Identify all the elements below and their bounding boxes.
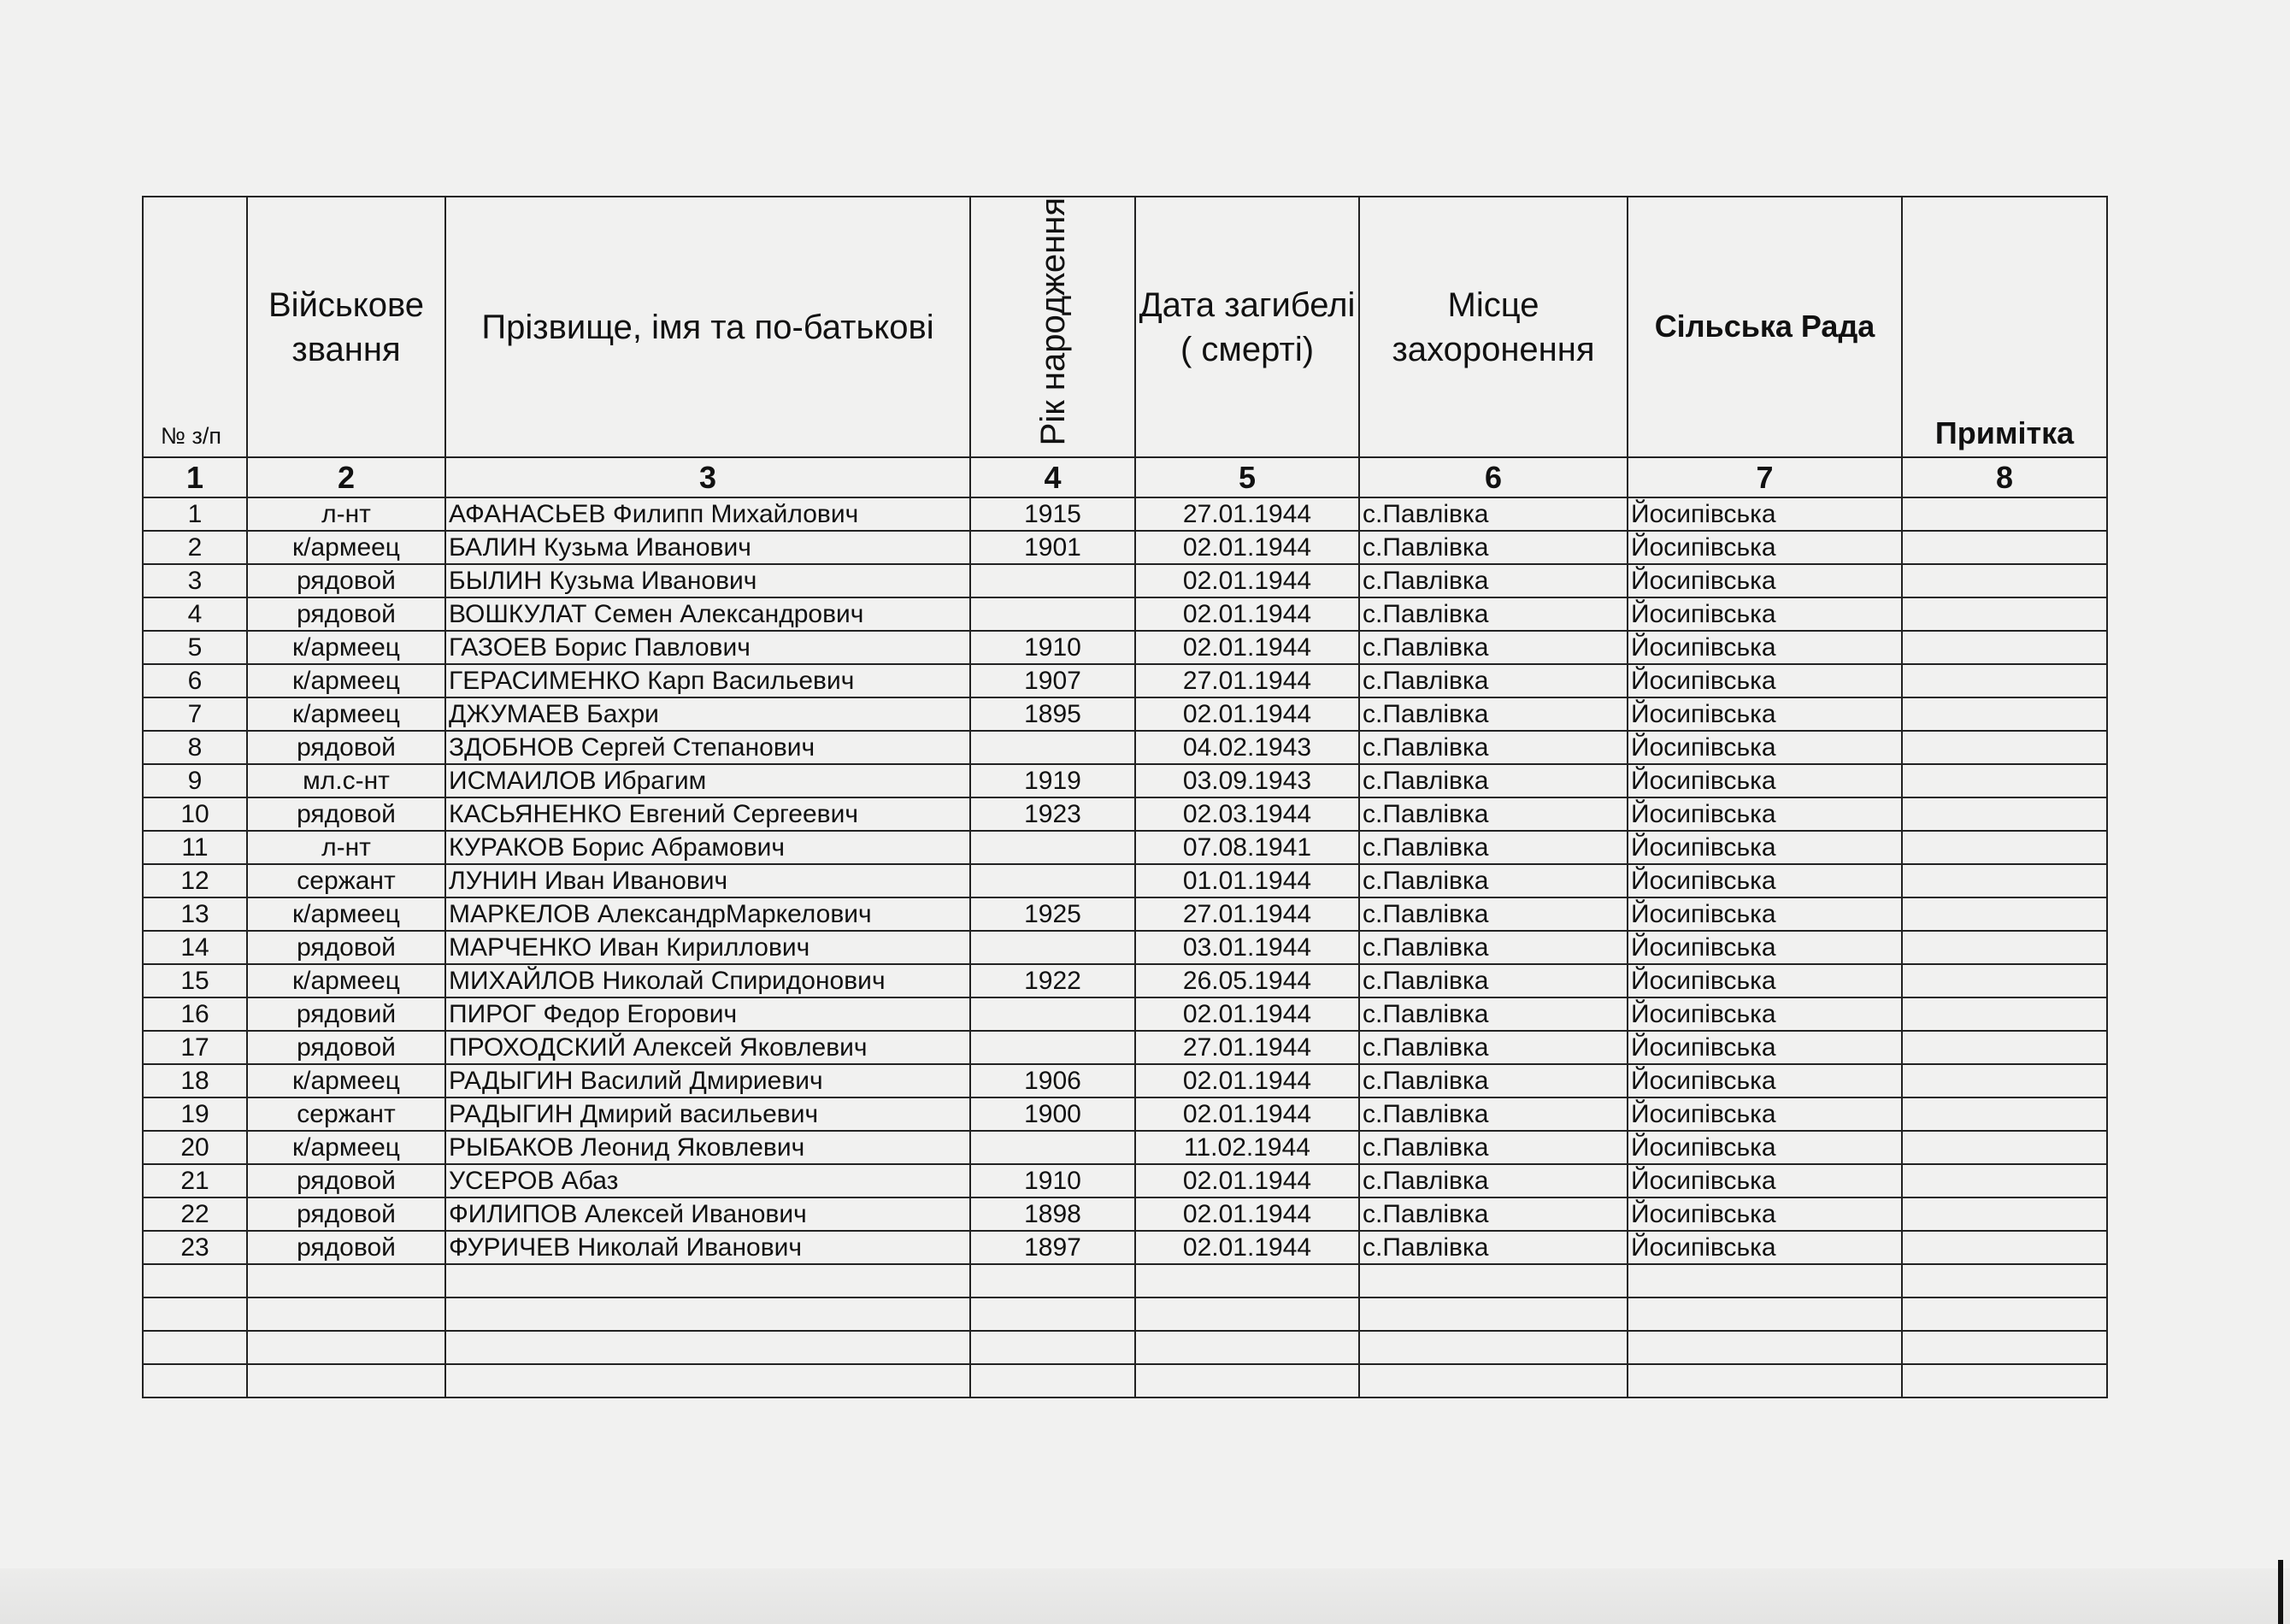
note-cell: [1902, 997, 2107, 1031]
row-number-cell: 22: [143, 1197, 247, 1231]
village-council-cell: Йосипівська: [1628, 597, 1902, 631]
rank-cell: рядовой: [247, 597, 445, 631]
column-index: 6: [1359, 457, 1628, 497]
empty-cell: [143, 1297, 247, 1331]
birth-year-cell: [970, 864, 1135, 897]
birth-year-cell: 1895: [970, 697, 1135, 731]
birth-year-cell: 1922: [970, 964, 1135, 997]
column-index: 5: [1135, 457, 1359, 497]
rank-cell: к/армеец: [247, 631, 445, 664]
burial-place-cell: с.Павлівка: [1359, 564, 1628, 597]
birth-year-cell: 1907: [970, 664, 1135, 697]
burial-place-cell: с.Павлівка: [1359, 1097, 1628, 1131]
table-row: [143, 1031, 2107, 1064]
table-row: [143, 964, 2107, 997]
note-cell: [1902, 564, 2107, 597]
village-council-cell: Йосипівська: [1628, 831, 1902, 864]
full-name-cell: УСЕРОВ Абаз: [445, 1164, 970, 1197]
burial-place-cell: с.Павлівка: [1359, 1131, 1628, 1164]
row-number-cell: 23: [143, 1231, 247, 1264]
column-index: 7: [1628, 457, 1902, 497]
row-number-cell: 1: [143, 497, 247, 531]
header-note: Примітка: [1902, 197, 2107, 457]
empty-cell: [1135, 1331, 1359, 1364]
death-date-cell: 02.01.1944: [1135, 1064, 1359, 1097]
village-council-cell: Йосипівська: [1628, 997, 1902, 1031]
table-row: [143, 831, 2107, 864]
empty-cell: [445, 1297, 970, 1331]
death-date-cell: 02.01.1944: [1135, 697, 1359, 731]
row-number-cell: 9: [143, 764, 247, 797]
rank-cell: рядовой: [247, 731, 445, 764]
village-council-cell: Йосипівська: [1628, 764, 1902, 797]
note-cell: [1902, 831, 2107, 864]
empty-cell: [1359, 1297, 1628, 1331]
empty-cell: [1628, 1364, 1902, 1397]
death-date-cell: 03.09.1943: [1135, 764, 1359, 797]
birth-year-cell: 1897: [970, 1231, 1135, 1264]
full-name-cell: РЫБАКОВ Леонид Яковлевич: [445, 1131, 970, 1164]
table-row: [143, 731, 2107, 764]
full-name-cell: МАРЧЕНКО Иван Кириллович: [445, 931, 970, 964]
rank-cell: рядовой: [247, 1197, 445, 1231]
full-name-cell: РАДЫГИН Дмирий васильевич: [445, 1097, 970, 1131]
full-name-cell: ПИРОГ Федор Егорович: [445, 997, 970, 1031]
birth-year-cell: 1906: [970, 1064, 1135, 1097]
village-council-cell: Йосипівська: [1628, 697, 1902, 731]
burial-place-cell: с.Павлівка: [1359, 1031, 1628, 1064]
rank-cell: к/армеец: [247, 697, 445, 731]
birth-year-cell: [970, 564, 1135, 597]
note-cell: [1902, 1131, 2107, 1164]
note-cell: [1902, 597, 2107, 631]
row-number-cell: 15: [143, 964, 247, 997]
burial-place-cell: с.Павлівка: [1359, 997, 1628, 1031]
row-number-cell: 12: [143, 864, 247, 897]
row-number-cell: 5: [143, 631, 247, 664]
empty-cell: [445, 1331, 970, 1364]
birth-year-cell: [970, 597, 1135, 631]
death-date-cell: 03.01.1944: [1135, 931, 1359, 964]
burial-place-cell: с.Павлівка: [1359, 531, 1628, 564]
village-council-cell: Йосипівська: [1628, 631, 1902, 664]
rank-cell: рядовой: [247, 931, 445, 964]
full-name-cell: БЫЛИН Кузьма Иванович: [445, 564, 970, 597]
birth-year-cell: [970, 997, 1135, 1031]
table-row: [143, 1131, 2107, 1164]
note-cell: [1902, 864, 2107, 897]
village-council-cell: Йосипівська: [1628, 1064, 1902, 1097]
empty-cell: [1902, 1364, 2107, 1397]
empty-cell: [1628, 1264, 1902, 1297]
header-rank: Військове звання: [247, 197, 445, 457]
empty-cell: [1135, 1264, 1359, 1297]
burial-place-cell: с.Павлівка: [1359, 497, 1628, 531]
table-row: [143, 764, 2107, 797]
row-number-cell: 4: [143, 597, 247, 631]
burial-place-cell: с.Павлівка: [1359, 1064, 1628, 1097]
empty-cell: [1902, 1297, 2107, 1331]
full-name-cell: ГАЗОЕВ Борис Павлович: [445, 631, 970, 664]
death-date-cell: 07.08.1941: [1135, 831, 1359, 864]
scan-edge-mark: [2278, 1560, 2283, 1624]
village-council-cell: Йосипівська: [1628, 931, 1902, 964]
row-number-cell: 6: [143, 664, 247, 697]
row-number-cell: 7: [143, 697, 247, 731]
death-date-cell: 27.01.1944: [1135, 664, 1359, 697]
column-index: 2: [247, 457, 445, 497]
empty-cell: [143, 1264, 247, 1297]
empty-cell: [970, 1331, 1135, 1364]
burial-place-cell: с.Павлівка: [1359, 1197, 1628, 1231]
column-index: 8: [1902, 457, 2107, 497]
note-cell: [1902, 764, 2107, 797]
birth-year-cell: [970, 931, 1135, 964]
rank-cell: к/армеец: [247, 1131, 445, 1164]
note-cell: [1902, 964, 2107, 997]
empty-table-row: [143, 1264, 2107, 1297]
rank-cell: к/армеец: [247, 964, 445, 997]
full-name-cell: ИСМАИЛОВ Ибрагим: [445, 764, 970, 797]
burial-place-cell: с.Павлівка: [1359, 864, 1628, 897]
scan-bottom-edge: [0, 1568, 2290, 1624]
burial-register-table: [142, 196, 2108, 1398]
burial-place-cell: с.Павлівка: [1359, 697, 1628, 731]
burial-place-cell: с.Павлівка: [1359, 664, 1628, 697]
note-cell: [1902, 1164, 2107, 1197]
village-council-cell: Йосипівська: [1628, 1097, 1902, 1131]
table-row: [143, 664, 2107, 697]
death-date-cell: 02.01.1944: [1135, 631, 1359, 664]
table-row: [143, 1231, 2107, 1264]
row-number-cell: 20: [143, 1131, 247, 1164]
empty-cell: [1359, 1364, 1628, 1397]
rank-cell: л-нт: [247, 497, 445, 531]
full-name-cell: ГЕРАСИМЕНКО Карп Васильевич: [445, 664, 970, 697]
empty-cell: [1359, 1331, 1628, 1364]
full-name-cell: МАРКЕЛОВ АлександрМаркелович: [445, 897, 970, 931]
table-row: [143, 597, 2107, 631]
row-number-cell: 16: [143, 997, 247, 1031]
death-date-cell: 26.05.1944: [1135, 964, 1359, 997]
death-date-cell: 02.03.1944: [1135, 797, 1359, 831]
village-council-cell: Йосипівська: [1628, 1231, 1902, 1264]
header-birth-year: [970, 197, 1135, 457]
rank-cell: л-нт: [247, 831, 445, 864]
full-name-cell: ВОШКУЛАТ Семен Александрович: [445, 597, 970, 631]
village-council-cell: Йосипівська: [1628, 964, 1902, 997]
row-number-cell: 19: [143, 1097, 247, 1131]
rank-cell: рядовой: [247, 797, 445, 831]
header-number: № з/п: [143, 197, 247, 457]
header-burial-place: Місце захоронення: [1359, 197, 1628, 457]
death-date-cell: 02.01.1944: [1135, 531, 1359, 564]
note-cell: [1902, 897, 2107, 931]
table-row: [143, 1197, 2107, 1231]
table-row: [143, 697, 2107, 731]
village-council-cell: Йосипівська: [1628, 1031, 1902, 1064]
empty-cell: [247, 1364, 445, 1397]
burial-place-cell: с.Павлівка: [1359, 764, 1628, 797]
empty-cell: [247, 1331, 445, 1364]
header-death-date: Дата загибелі ( смерті): [1135, 197, 1359, 457]
village-council-cell: Йосипівська: [1628, 797, 1902, 831]
full-name-cell: ЗДОБНОВ Сергей Степанович: [445, 731, 970, 764]
header-birth-year-text: Рік народження: [1033, 197, 1072, 446]
rank-cell: к/армеец: [247, 664, 445, 697]
village-council-cell: Йосипівська: [1628, 1164, 1902, 1197]
burial-place-cell: с.Павлівка: [1359, 597, 1628, 631]
birth-year-cell: 1925: [970, 897, 1135, 931]
birth-year-cell: 1919: [970, 764, 1135, 797]
rank-cell: мл.с-нт: [247, 764, 445, 797]
death-date-cell: 04.02.1943: [1135, 731, 1359, 764]
rank-cell: рядовой: [247, 1231, 445, 1264]
table-row: [143, 497, 2107, 531]
full-name-cell: БАЛИН Кузьма Иванович: [445, 531, 970, 564]
note-cell: [1902, 797, 2107, 831]
empty-cell: [445, 1264, 970, 1297]
death-date-cell: 02.01.1944: [1135, 597, 1359, 631]
full-name-cell: КАСЬЯНЕНКО Евгений Сергеевич: [445, 797, 970, 831]
column-index: 4: [970, 457, 1135, 497]
note-cell: [1902, 697, 2107, 731]
burial-place-cell: с.Павлівка: [1359, 931, 1628, 964]
empty-cell: [1135, 1364, 1359, 1397]
rank-cell: рядовий: [247, 997, 445, 1031]
table-row: [143, 1164, 2107, 1197]
village-council-cell: Йосипівська: [1628, 864, 1902, 897]
table-row: [143, 531, 2107, 564]
birth-year-cell: 1923: [970, 797, 1135, 831]
burial-place-cell: с.Павлівка: [1359, 964, 1628, 997]
column-index: 3: [445, 457, 970, 497]
table-row: [143, 864, 2107, 897]
death-date-cell: 02.01.1944: [1135, 1164, 1359, 1197]
row-number-cell: 13: [143, 897, 247, 931]
death-date-cell: 11.02.1944: [1135, 1131, 1359, 1164]
burial-place-cell: с.Павлівка: [1359, 831, 1628, 864]
birth-year-cell: 1915: [970, 497, 1135, 531]
death-date-cell: 02.01.1944: [1135, 1231, 1359, 1264]
burial-place-cell: с.Павлівка: [1359, 731, 1628, 764]
empty-cell: [1359, 1264, 1628, 1297]
note-cell: [1902, 931, 2107, 964]
empty-table-row: [143, 1364, 2107, 1397]
full-name-cell: ФИЛИПОВ Алексей Иванович: [445, 1197, 970, 1231]
death-date-cell: 27.01.1944: [1135, 497, 1359, 531]
full-name-cell: ДЖУМАЕВ Бахри: [445, 697, 970, 731]
header-row: [143, 197, 2107, 457]
rank-cell: к/армеец: [247, 897, 445, 931]
empty-cell: [1135, 1297, 1359, 1331]
birth-year-cell: 1910: [970, 631, 1135, 664]
empty-cell: [1628, 1297, 1902, 1331]
death-date-cell: 27.01.1944: [1135, 897, 1359, 931]
village-council-cell: Йосипівська: [1628, 1197, 1902, 1231]
empty-cell: [1628, 1331, 1902, 1364]
empty-cell: [970, 1297, 1135, 1331]
village-council-cell: Йосипівська: [1628, 564, 1902, 597]
village-council-cell: Йосипівська: [1628, 531, 1902, 564]
header-village-council: Сільська Рада: [1628, 197, 1902, 457]
empty-cell: [247, 1264, 445, 1297]
birth-year-cell: 1898: [970, 1197, 1135, 1231]
empty-cell: [143, 1331, 247, 1364]
note-cell: [1902, 1097, 2107, 1131]
table-row: [143, 564, 2107, 597]
column-index-row: [143, 457, 2107, 497]
empty-cell: [970, 1264, 1135, 1297]
village-council-cell: Йосипівська: [1628, 731, 1902, 764]
full-name-cell: ФУРИЧЕВ Николай Иванович: [445, 1231, 970, 1264]
birth-year-cell: 1900: [970, 1097, 1135, 1131]
full-name-cell: КУРАКОВ Борис Абрамович: [445, 831, 970, 864]
burial-place-cell: с.Павлівка: [1359, 1231, 1628, 1264]
death-date-cell: 01.01.1944: [1135, 864, 1359, 897]
rank-cell: рядовой: [247, 1164, 445, 1197]
burial-place-cell: с.Павлівка: [1359, 797, 1628, 831]
note-cell: [1902, 731, 2107, 764]
birth-year-cell: [970, 1131, 1135, 1164]
village-council-cell: Йосипівська: [1628, 497, 1902, 531]
birth-year-cell: 1901: [970, 531, 1135, 564]
empty-table-row: [143, 1297, 2107, 1331]
note-cell: [1902, 631, 2107, 664]
row-number-cell: 3: [143, 564, 247, 597]
full-name-cell: ПРОХОДСКИЙ Алексей Яковлевич: [445, 1031, 970, 1064]
table-row: [143, 797, 2107, 831]
column-index: 1: [143, 457, 247, 497]
row-number-cell: 8: [143, 731, 247, 764]
death-date-cell: 02.01.1944: [1135, 997, 1359, 1031]
table-row: [143, 1064, 2107, 1097]
note-cell: [1902, 1197, 2107, 1231]
row-number-cell: 17: [143, 1031, 247, 1064]
empty-table-row: [143, 1331, 2107, 1364]
rank-cell: рядовой: [247, 1031, 445, 1064]
header-full-name: Прізвище, імя та по-батькові: [445, 197, 970, 457]
note-cell: [1902, 1064, 2107, 1097]
rank-cell: рядовой: [247, 564, 445, 597]
full-name-cell: МИХАЙЛОВ Николай Спиридонович: [445, 964, 970, 997]
empty-cell: [445, 1364, 970, 1397]
row-number-cell: 11: [143, 831, 247, 864]
empty-cell: [1902, 1264, 2107, 1297]
full-name-cell: ЛУНИН Иван Иванович: [445, 864, 970, 897]
birth-year-cell: [970, 731, 1135, 764]
row-number-cell: 2: [143, 531, 247, 564]
death-date-cell: 27.01.1944: [1135, 1031, 1359, 1064]
row-number-cell: 18: [143, 1064, 247, 1097]
rank-cell: к/армеец: [247, 531, 445, 564]
village-council-cell: Йосипівська: [1628, 897, 1902, 931]
row-number-cell: 14: [143, 931, 247, 964]
empty-cell: [970, 1364, 1135, 1397]
note-cell: [1902, 1231, 2107, 1264]
table-row: [143, 931, 2107, 964]
full-name-cell: АФАНАСЬЕВ Филипп Михайлович: [445, 497, 970, 531]
row-number-cell: 10: [143, 797, 247, 831]
table-row: [143, 997, 2107, 1031]
empty-cell: [1902, 1331, 2107, 1364]
birth-year-cell: [970, 1031, 1135, 1064]
village-council-cell: Йосипівська: [1628, 664, 1902, 697]
birth-year-cell: 1910: [970, 1164, 1135, 1197]
burial-place-cell: с.Павлівка: [1359, 897, 1628, 931]
note-cell: [1902, 531, 2107, 564]
empty-cell: [143, 1364, 247, 1397]
register-body: [143, 497, 2107, 1397]
burial-place-cell: с.Павлівка: [1359, 1164, 1628, 1197]
birth-year-cell: [970, 831, 1135, 864]
rank-cell: сержант: [247, 1097, 445, 1131]
full-name-cell: РАДЫГИН Василий Дмириевич: [445, 1064, 970, 1097]
rank-cell: к/армеец: [247, 1064, 445, 1097]
death-date-cell: 02.01.1944: [1135, 564, 1359, 597]
note-cell: [1902, 497, 2107, 531]
village-council-cell: Йосипівська: [1628, 1131, 1902, 1164]
empty-cell: [247, 1297, 445, 1331]
note-cell: [1902, 1031, 2107, 1064]
table-row: [143, 631, 2107, 664]
row-number-cell: 21: [143, 1164, 247, 1197]
rank-cell: сержант: [247, 864, 445, 897]
death-date-cell: 02.01.1944: [1135, 1097, 1359, 1131]
note-cell: [1902, 664, 2107, 697]
table-row: [143, 1097, 2107, 1131]
burial-place-cell: с.Павлівка: [1359, 631, 1628, 664]
death-date-cell: 02.01.1944: [1135, 1197, 1359, 1231]
table-row: [143, 897, 2107, 931]
